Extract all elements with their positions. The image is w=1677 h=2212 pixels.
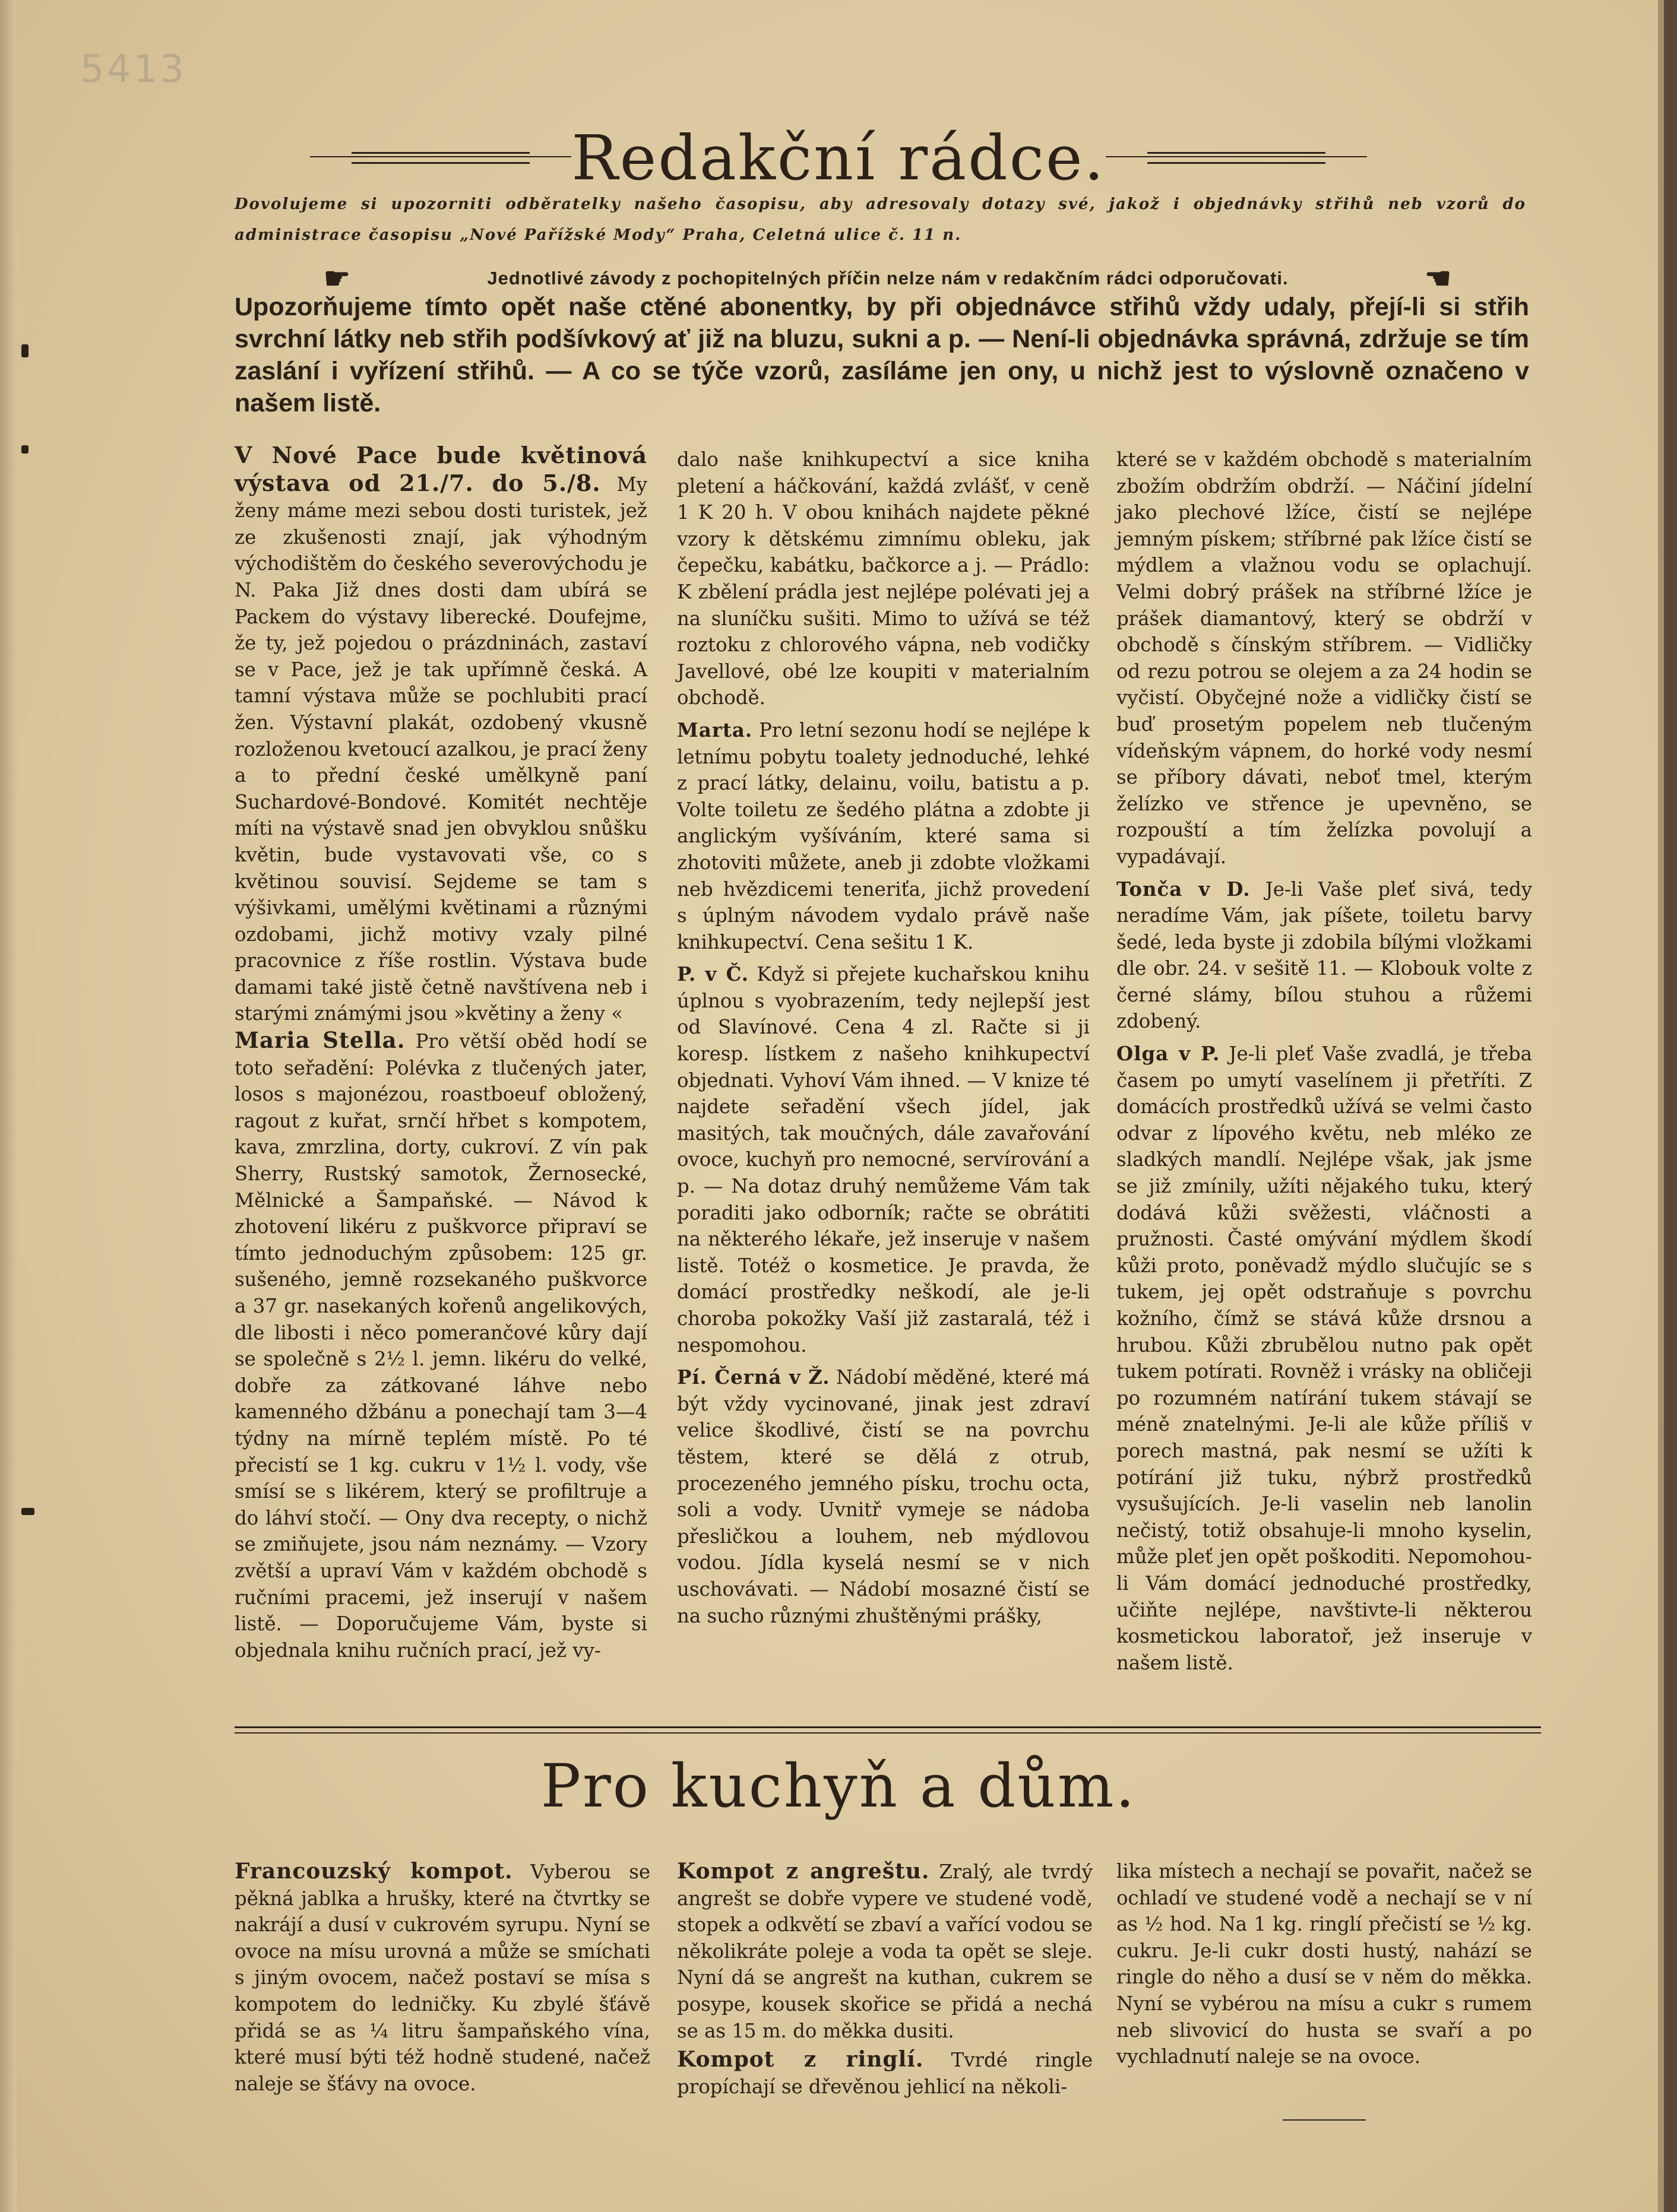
column-3 (1116, 446, 1532, 1676)
article (235, 1027, 647, 1663)
article-heading: Maria Stella. (235, 1027, 406, 1054)
title-rule-right (1147, 152, 1325, 164)
article-body: Když si přejete kuchařskou knihu úplnou s vyobrazením, tedy nejlepší jest od Slavínové. Cena 4 zl. Račte si ji koresp. lístkem z našeho knihkupectví objednati. Vyhoví Vám ihned. — V knize té najdete seřadění všech jídel, jak masitých, tak moučných, dále zavařování ovoce, kuchyň pro nemocné, servírování a p. — Na dotaz druhý nemůžeme Vám tak poraditi jako odborník; račte se obrátiti na některého lékaře, jež inseruje v našem listě. Totéž o kosmetice. Je pravda, že domácí prostředky neškodí, ale je-li choroba pokožky Vaší již zastaralá, též i nespomohou. (677, 963, 1090, 1357)
article-heading: Tonča v D. (1116, 877, 1251, 901)
article-heading: Olga v P. (1116, 1042, 1220, 1066)
margin-mark (21, 445, 29, 454)
section-title-row (0, 1751, 1677, 1821)
recipe-body: lika místech a nechají se povařit, načež se ochladí ve studené vodě a nechají se v ní as ½ hod. Na 1 kg. ringlí přečistí se ½ kg. cukru. Je-li cukr dosti hustý, nahází se ringle do něho a dusí se v něm do měkka. Nyní se vybérou na mísu a cukr s rumem neb slivovicí do husta se svaří a po vychladnutí naleje se na ovoce. (1116, 1860, 1532, 2068)
article-heading: V Nové Pace bude květinová výstava od 21./7. do 5./8. (235, 442, 647, 496)
article (677, 717, 1090, 955)
page-left-edge (0, 0, 17, 2212)
article-heading: P. v Č. (677, 963, 749, 986)
article-body: My ženy máme mezi sebou dosti turistek, jež ze zkušenosti znají, jak výhodným východištěm do českého severovýchodu je N. Paka Již dnes dosti dam ubírá se Packem do výstavy liberecké. Doufejme, že ty, jež pojedou o prázdninách, zastaví se v Pace, jež je tak upřímně česká. A tamní výstava může se pochlubiti prací žen. Výstavní plakát, ozdobený vkusně rozloženou kvetoucí azalkou, je prací ženy a to přední české umělkyně paní Suchardové-Bondové. Komitét nechtěje míti na výstavě snad jen obvyklou snůšku květin, bude vystavovati vše, co s květinou souvisí. Sejdeme se tam s výšivkami, umělými květinami a různými ozdobami, jichž motivy vzaly pilné pracovnice z říše rostlin. Výstava bude damami také jistě četně navštívena neb i starými známými jsou »květiny a ženy « (235, 473, 648, 1025)
subnotice-text: Jednotlivé závody z pochopitelných příčin nelze nám v redakčním rádci odporučovati. (487, 268, 1289, 289)
recipe-body: Tvrdé ringle propíchají se dřevěnou jehlicí na několi- (677, 2049, 1093, 2098)
recipe-heading: Kompot z ringlí. (677, 2047, 924, 2072)
pointing-hand-icon: ☛ (324, 262, 351, 295)
article (677, 961, 1090, 1358)
pencil-mark: 5413 (80, 47, 186, 91)
section-title: Pro kuchyň a dům. (540, 1751, 1137, 1821)
column-1 (235, 442, 647, 1663)
end-rule (1283, 2119, 1366, 2121)
article (677, 1364, 1090, 1629)
bold-announcement: Upozorňujeme tímto opět naše ctěné abonentky, by při objednávce střihů vždy udaly, přejí-li si střih svrchní látky neb střih podšívkový ať již na bluzu, sukni a p. — Není-li objednávka správná, zdržuje se tím zaslání i vyřízení střihů. — A co se týče vzorů, zasíláme jen ony, u nichž jest to výslovně označeno v našem listě. (235, 293, 1529, 417)
article-body: Je-li Vaše pleť sivá, tedy neradíme Vám, jak píšete, toiletu barvy šedé, leda byste ji zdobila bílými vložkami dle obr. 24. v sešitě 11. — Klobouk volte z černé slámy, bílou stuhou a růžemi zdobený. (1116, 877, 1533, 1033)
recipe-heading: Francouzský kompot. (235, 1859, 513, 1884)
recipe (677, 2046, 1093, 2100)
column-2 (677, 446, 1090, 1629)
article-heading: Marta. (677, 718, 753, 741)
article-heading: Pí. Černá v Ž. (677, 1366, 830, 1389)
recipe (677, 1858, 1093, 2044)
notice-text: Dovolujeme si upozorniti odběratelky našeho časopisu, aby adresovaly dotazy své, jakož i objednávky střihů neb vzorů do administrace časopisu „Nové Pařížské Mody“ Praha, Celetná ulice č. 11 n. (235, 195, 1526, 244)
article (1116, 876, 1532, 1035)
section-title: Redakční rádce. (571, 122, 1106, 194)
article-body: Je-li pleť Vaše zvadlá, je třeba časem po umytí vaselínem ji přetříti. Z domácích prostředků užívá se velmi často odvar z lípového květu, neb mléko ze sladkých mandlí. Nejlépe však, jak jsme se již zmínily, užíti nějakého tuku, který dodává kůži svěžesti, vláčnosti a pružnosti. Časté omývání mýdlem škodí kůži proto, poněvadž mýdlo slučujíc se s tukem, jej opět odstraňuje s povrchu kožního, čímž se stává kůže drsnou a hrubou. Kůži zbrubělou nutno pak opět tukem potírati. Rovněž i vrásky na obličeji po rozumném natírání tukem stávají se méně znatelnými. Je-li ale kůže příliš v porech mastná, pak nesmí se užíti k potírání již tuku, nýbrž prostředků vysušujících. Je-li vaselin neb lanolin nečistý, totiž obsahuje-li mnoho kyselin, může pleť jen opět poškoditi. Nepomohou-li Vám domácí jednoduché prostředky, učiňte nejlépe, navštivte-li některou kosmetickou laboratoř, jež inseruje v našem listě. (1116, 1042, 1532, 1674)
article (1116, 1041, 1532, 1676)
article-body: dalo naše knihkupectví a sice kniha pletení a háčkování, každá zvlášť, v ceně 1 K 20 h. V obou knihách najdete pěkné vzory k dětskému zimnímu obleku, jak čepečku, kabátku, bačkorce a j. — Prádlo: K zbělení prádla jest nejlépe polévati jej a na sluníčku sušiti. Mimo to užívá se též roztoku z chlorového vápna, neb vodičky Javellové, obé lze koupiti v materialním obchodě. (677, 448, 1090, 709)
article-body: Pro letní sezonu hodí se nejlépe k letnímu pobytu toalety jednoduché, lehké z prací látky, delainu, voilu, batistu a p. Volte toiletu ze šedého plátna a zdobte ji anglickým vyšíváním, které sama si zhotoviti můžete, aneb ji zdobte vložkami neb hvězdicemi teneriťa, jichž provedení s úplným návodem vydalo právě naše knihkupectví. Cena sešitu 1 K. (677, 718, 1090, 953)
pointing-hand-icon: ☚ (1425, 262, 1452, 295)
article-body: které se v každém obchodě s materialním zbožím obdržím obdrží. — Náčiní jídelní jako plechové lžíce, čistí se nejlépe jemným pískem; stříbrné pak lžíce čistí se mýdlem a vlažnou vodu se oplachují. Velmi dobrý prášek na stříbrné lžíce je prášek diamantový, který se obdrží v obchodě s čínským stříbrem. — Vidličky od rezu potrou se olejem a za 24 hodin se vyčistí. Obyčejné nože a vidličky čistí se buď prosetým popelem neb tlučeným vídeňským vápnem, do horké vody nesmí se příbory dávati, neboť tmel, kterým želízko ve střence je upevněno, se rozpouští a tím želízka povolují a vypadávají. (1116, 448, 1532, 868)
kitchen-column-1 (235, 1858, 650, 2097)
article-body: Pro větší oběd hodí se toto seřadění: Polévka z tlučených jater, losos s majonézou, roastboeuf obložený, ragout z kuřat, srnčí hřbet s kompotem, kava, zmrzlina, dorty, cukroví. Z vín pak Sherry, Rustský samotok, Žernosecké, Mělnické a Šampaňské. — Návod k zhotovení likéru z puškvorce připraví se tímto jednoduchým způsobem: 125 gr. sušeného, jemně rozsekaného puškvorce a 37 gr. nasekaných kořenů angelikových, dle libosti i něco pomerančové kůry dají se společně s 2½ l. jemn. likéru do velké, dobře za zátkované láhve nebo kamenného džbánu a ponechají tam 3—4 týdny na mírně teplém místě. Po té přecistí se 1 kg. cukru v 1½ l. vody, vše smísí se s likérem, který se profiltruje a do láhví stočí. — Ony dva recepty, o nichž se zmiňujete, jsou nám neznámy. — Vzory zvětší a upraví Vám v každém obchodě s ručními pracemi, jež inserují v našem listě. — Doporučujeme Vám, byste si objednala knihu ručních prací, jež vy- (235, 1030, 647, 1662)
margin-mark (21, 344, 29, 357)
page-right-shadow (1658, 0, 1664, 2212)
recipe-body: Vyberou se pěkná jablka a hrušky, které na čtvrtky se nakrájí a dusí v cukrovém syrupu. Nyní se ovoce na mísu urovná a může se smíchati s jiným ovocem, načež postaví se mísa s kompotem do ledničky. Ku zbylé šťávě přidá se as ¼ litru šampaňského vína, které musí býti též hodně studené, načež naleje se šťávy na ovoce. (235, 1861, 651, 2095)
kitchen-column-2 (677, 1858, 1093, 2100)
section-divider (235, 1732, 1541, 1734)
title-rule-left (352, 152, 530, 164)
recipe (235, 1858, 650, 2097)
margin-mark (21, 1508, 34, 1515)
recipe-heading: Kompot z angreštu. (677, 1859, 930, 1884)
kitchen-column-3 (1116, 1858, 1532, 2070)
section-divider (235, 1726, 1541, 1728)
article-body: Nádobí měděné, které má být vždy vycinované, jinak jest zdraví velice škodlivé, čistí se na povrchu těstem, které se dělá z otrub, procezeného jemného písku, trochu octa, soli a vody. Uvnitř vymeje se nádoba přesličkou a louhem, neb mýdlovou vodou. Jídla kyselá nesmí se v nich uschovávati. — Nádobí mosazné čistí se na sucho různými zhuštěnými prášky, (677, 1366, 1090, 1627)
recipe-body: Zralý, ale tvrdý angrešt se dobře vypere ve studené vodě, stopek a odkvětí se zbaví a vařící vodou se několikráte poleje a voda ta opět se sleje. Nyní dá se angrešt na kuthan, cukrem se posype, kousek skořice se přidá a nechá se as 15 m. do měkka dusiti. (677, 1861, 1093, 2042)
article (235, 442, 647, 1027)
page-right-edge (1664, 0, 1677, 2212)
section-title-row (0, 122, 1677, 194)
